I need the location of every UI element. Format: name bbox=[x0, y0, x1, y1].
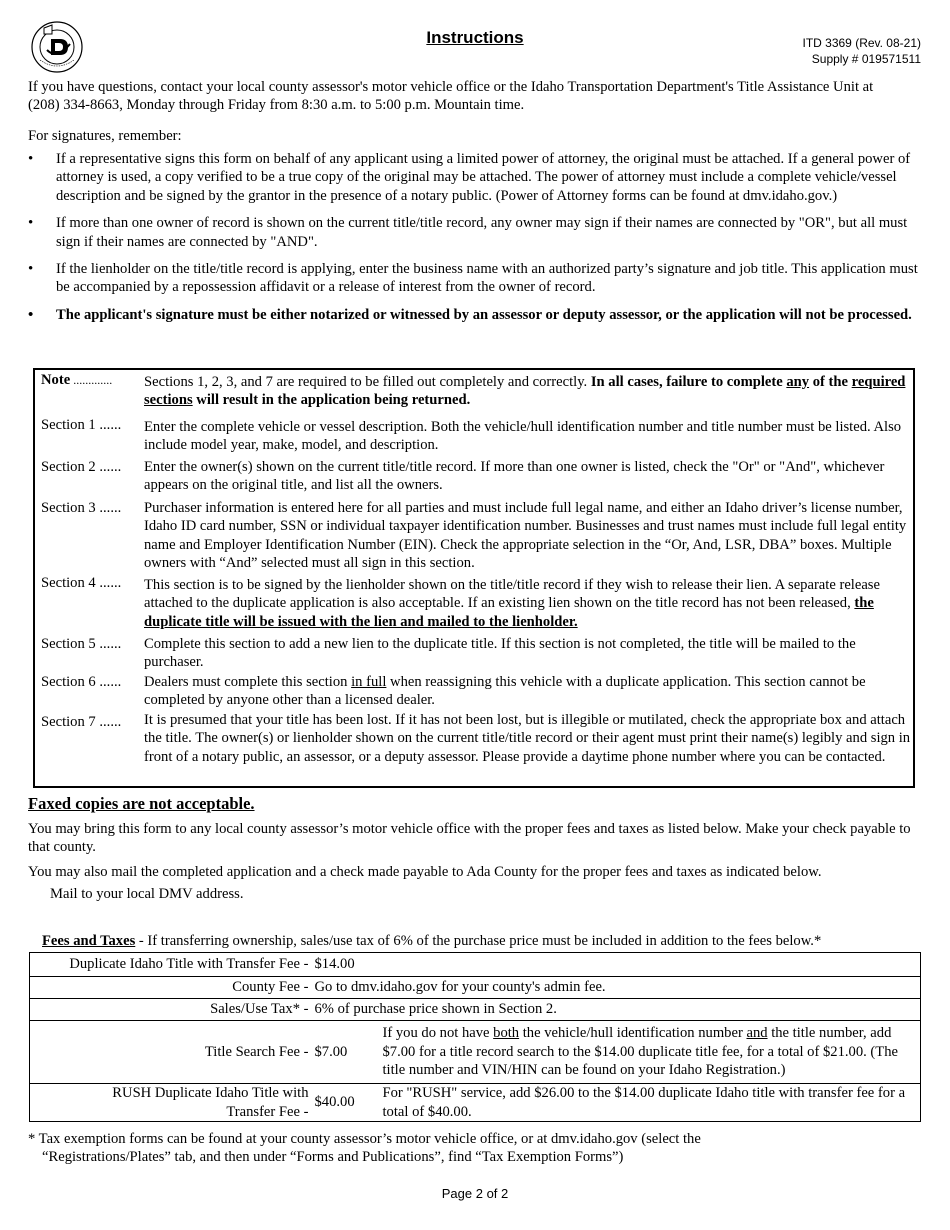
bring-form-paragraph: You may bring this form to any local county assessor’s motor vehicle office with the proper fees and taxes as listed below. Make your check payable to that county. bbox=[28, 821, 911, 856]
sections-box bbox=[33, 368, 915, 788]
section-3-text: Purchaser information is entered here for all parties and must include full legal name, and either an Idaho driver’s license number, Idaho ID card number, SSN or individual taxpayer identification number. Businesses and trust names must include full legal entity name and Employer Identification Number (EIN). Check the appropriate selection in the “Or, And, LSR, DBA” boxes. Multiple owners with “And” selected must all sign in this section. bbox=[144, 500, 907, 572]
section-4-text: This section is to be signed by the lienholder shown on the title/title record if they wish to release their lien. A separate release attached to the duplicate application is also acceptable. If an existing lien shown on the title record has not been released, the duplicate title will be issued with the lien and mailed to the lienholder. bbox=[144, 577, 880, 630]
page-number: Page 2 of 2 bbox=[441, 1186, 509, 1201]
signatures-heading: For signatures, remember: bbox=[28, 128, 182, 144]
section-3-label: Section 3 ...... bbox=[41, 500, 122, 516]
section-5-label: Section 5 ...... bbox=[41, 636, 122, 652]
supply-number: Supply # 019571511 bbox=[811, 52, 921, 66]
fee-row-sales-tax bbox=[30, 999, 921, 1021]
mail-form-paragraph: You may also mail the completed application and a check made payable to Ada County for the proper fees and taxes as indicated below. bbox=[28, 864, 822, 880]
fee-amount: $14.00 bbox=[314, 956, 355, 973]
fee-label: Title Search Fee - bbox=[30, 1021, 315, 1084]
form-number: ITD 3369 (Rev. 08-21) bbox=[802, 36, 921, 50]
section-5-text: Complete this section to add a new lien to the duplicate title. If this section is not completed, the title will be mailed to the purchaser. bbox=[144, 636, 856, 671]
fee-label: Sales/Use Tax* - bbox=[30, 999, 315, 1021]
bullet-notarized: • The applicant's signature must be either notarized or witnessed by an assessor or deputy assessor, or the application will not be processed. bbox=[28, 306, 918, 324]
section-4-label: Section 4 ...... bbox=[41, 575, 122, 591]
mail-address-line: Mail to your local DMV address. bbox=[50, 886, 244, 902]
fee-row-duplicate-title bbox=[30, 953, 921, 977]
section-1-label: Section 1 ...... bbox=[41, 417, 122, 433]
fee-label: County Fee - bbox=[30, 977, 315, 999]
section-7-text: It is presumed that your title has been lost. If it has not been lost, but is illegible or mutilated, check the appropriate box and attach the title. The owner(s) or lienholder shown on the current title/title record or their agent must print their name(s) legibly and sign in front of a notary public, an assessor, or a deputy assessor. Please provide a daytime phone number where you can be contacted. bbox=[144, 712, 911, 765]
section-1-text: Enter the complete vehicle or vessel description. Both the vehicle/hull identification number and title number must be listed. Also include model year, make, model, and description. bbox=[144, 419, 902, 454]
signature-bullet-list bbox=[28, 150, 918, 333]
section-6-label: Section 6 ...... bbox=[41, 674, 122, 690]
section-7-label: Section 7 ...... bbox=[41, 714, 122, 730]
note-label: Note bbox=[41, 372, 71, 388]
tax-exemption-footnote: * Tax exemption forms can be found at your county assessor’s motor vehicle office, or at dmv.idaho.gov (select the “Registrations/Plates” tab, and then under “Forms and Publications”, find “Tax Exemption Forms”) bbox=[28, 1131, 701, 1166]
note-dots: ............. bbox=[70, 373, 113, 387]
fee-amount: 6% of purchase price shown in Section 2. bbox=[315, 999, 921, 1021]
bullet-multiple-owners: • If more than one owner of record is shown on the current title/title record, any owner may sign if their names are connected by "OR", but all must sign if their names are connected by "AND". bbox=[28, 214, 918, 251]
section-2-label: Section 2 ...... bbox=[41, 459, 122, 475]
section-2-text: Enter the owner(s) shown on the current title/title record. If more than one owner is listed, check the "Or" or "And", whichever appears on the original title, and list all the owners. bbox=[144, 459, 885, 494]
fee-label: RUSH Duplicate Idaho Title with Transfer Fee - bbox=[30, 1084, 315, 1122]
fees-heading: Fees and Taxes - If transferring ownership, sales/use tax of 6% of the purchase price must be included in addition to the fees below.* bbox=[42, 933, 822, 949]
fee-amount: $7.00 bbox=[315, 1021, 383, 1084]
fee-row-rush bbox=[30, 1084, 921, 1122]
faxed-notice: Faxed copies are not acceptable. bbox=[28, 794, 255, 813]
fee-description: If you do not have both the vehicle/hull identification number and the title number, add $7.00 for a title record search to the $14.00 duplicate title fee, for a total of $21.00. (The title number and VIN/HIN can be found on your Idaho Registration.) bbox=[383, 1021, 921, 1084]
fee-description: For "RUSH" service, add $26.00 to the $14.00 duplicate Idaho title with transfer fee for a total of $40.00. bbox=[383, 1084, 921, 1122]
intro-paragraph: If you have questions, contact your local county assessor's motor vehicle office or the Idaho Transportation Department's Title Assistance Unit at (208) 334-8663, Monday through Friday from 8:30 a.m. to 5:00 p.m. Mountain time. bbox=[28, 79, 874, 114]
fee-amount: $40.00 bbox=[315, 1084, 383, 1122]
fees-table bbox=[29, 952, 921, 1122]
section-6-text: Dealers must complete this section in full when reassigning this vehicle with a duplicate application. This section cannot be completed by anyone other than a licensed dealer. bbox=[144, 674, 866, 709]
fee-amount: Go to dmv.idaho.gov for your county's admin fee. bbox=[315, 977, 921, 999]
fee-row-county bbox=[30, 977, 921, 999]
note-text: Sections 1, 2, 3, and 7 are required to be filled out completely and correctly. In all cases, failure to complete any of the required sections will result in the application being returned. bbox=[144, 374, 906, 409]
bullet-power-of-attorney: • If a representative signs this form on behalf of any applicant using a limited power of attorney, the original must be attached. If a general power of attorney is used, a copy verified to be a true copy of the original may be attached. The power of attorney must include a complete vehicle/vessel description and be signed by the grantor in the presence of a notary public. (Power of Attorney forms can be found at dmv.idaho.gov.) bbox=[28, 150, 918, 205]
form-number-block bbox=[803, 35, 922, 67]
fee-label: Duplicate Idaho Title with Transfer Fee - bbox=[69, 956, 309, 973]
fee-row-title-search bbox=[30, 1021, 921, 1084]
bullet-lienholder: • If the lienholder on the title/title record is applying, enter the business name with an authorized party’s signature and job title. This application must be accompanied by a repossession affidavit or a release of interest from the owner of record. bbox=[28, 260, 918, 297]
page-title: Instructions bbox=[426, 28, 524, 47]
